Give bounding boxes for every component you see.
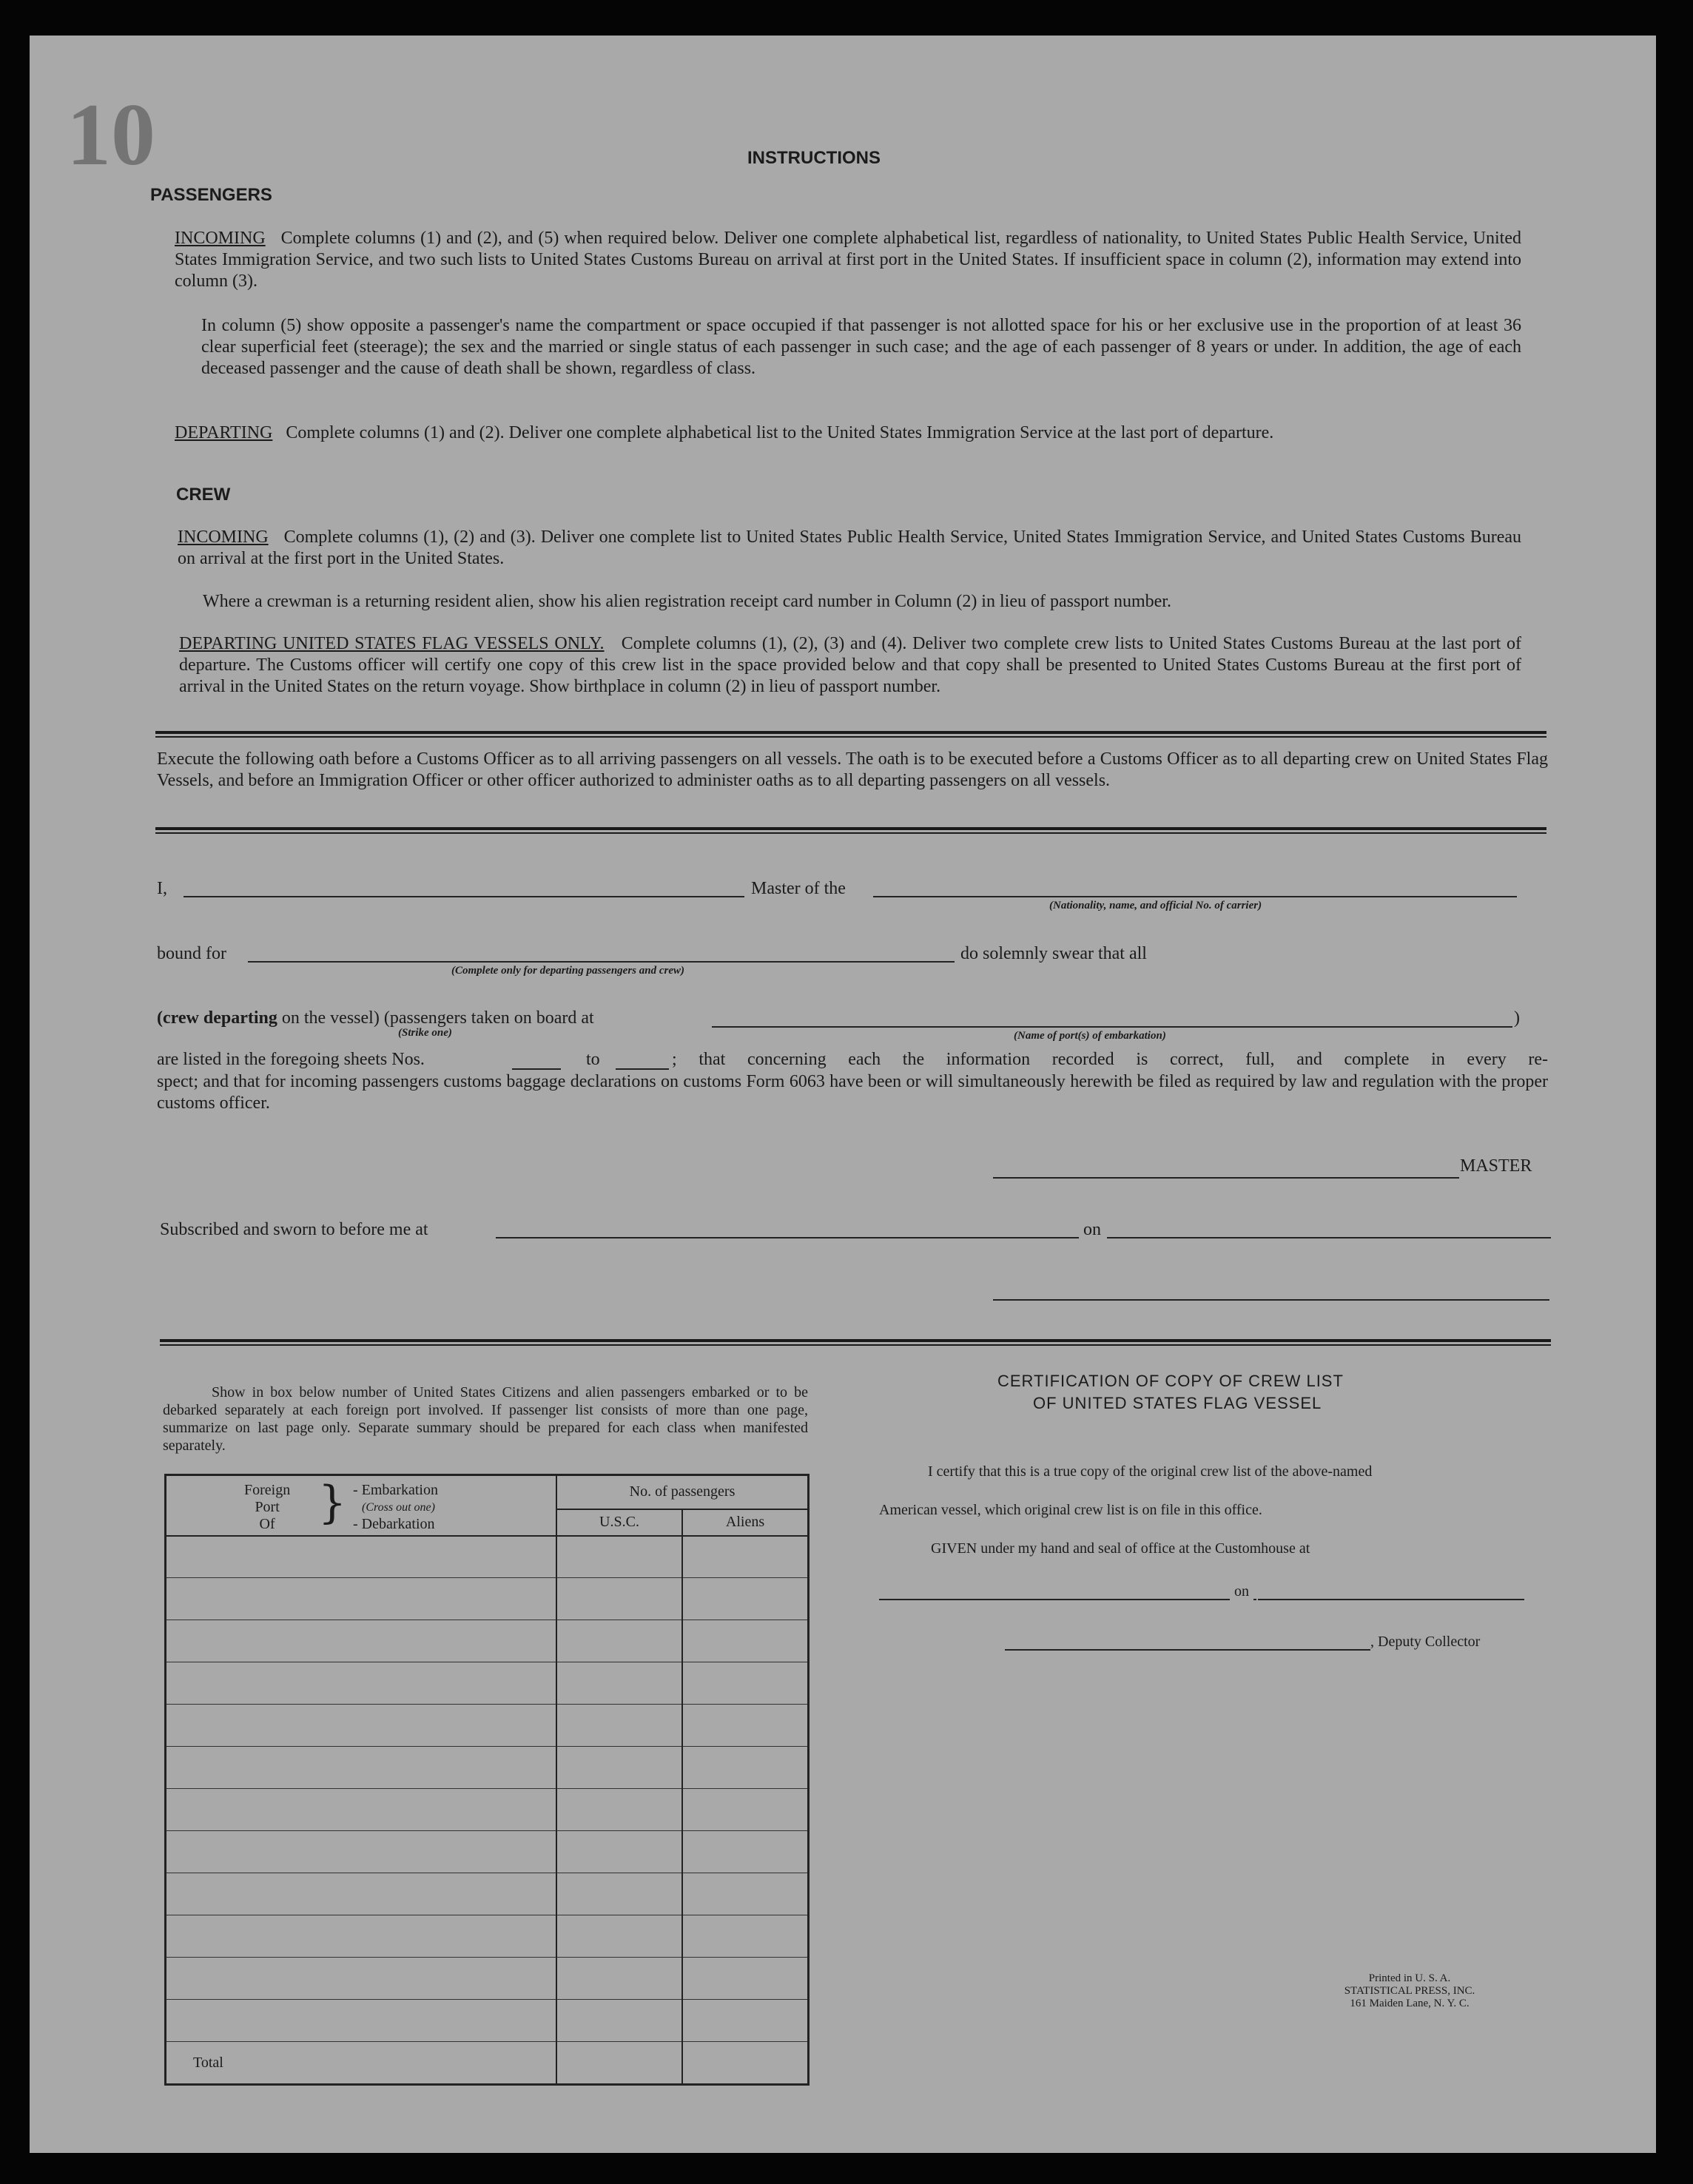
section-divider-1 [155, 731, 1546, 738]
section-divider-2 [155, 827, 1546, 834]
summary-aliens-cell[interactable] [682, 1873, 809, 1915]
sworn-date-field[interactable] [1107, 1237, 1551, 1238]
to-label: to [586, 1050, 600, 1069]
summary-usc-cell[interactable] [556, 1747, 682, 1789]
cert-on-label: on [1230, 1583, 1253, 1600]
embarkation-ports-field[interactable] [712, 1026, 1512, 1028]
certify-line1: I certify that this is a true copy of the original crew list of the above-named [928, 1463, 1373, 1480]
printer-line3: 161 Maiden Lane, N. Y. C. [1350, 1998, 1470, 2009]
summary-port-cell[interactable] [166, 1873, 557, 1915]
summary-row [166, 1915, 809, 1958]
summary-port-cell[interactable] [166, 1578, 557, 1620]
summary-row [166, 1578, 809, 1620]
summary-aliens-cell[interactable] [682, 2000, 809, 2042]
bound-for-field[interactable] [248, 961, 955, 963]
master-label: MASTER [1460, 1156, 1532, 1176]
crew-incoming-text: Complete columns (1), (2) and (3). Deliver one complete list to United States Public Health Service, United States Immigration Service, and United States Customs Bureau on arrival at the first port in the United States. [178, 528, 1522, 568]
customhouse-field[interactable] [879, 1599, 1256, 1600]
instructions-title: INSTRUCTIONS [747, 148, 881, 168]
crew-departing-text: Complete columns (1), (2), (3) and (4). Deliver two complete crew lists to United States Customs Bureau at the last port of departure. The Customs officer will certify one copy of this crew list in the space provided below and that copy shall be presented to United States Customs Bureau at the first port of arrival in the United States on the return voyage. Show birthplace in column (2) in lieu of passport number. [179, 634, 1521, 696]
summary-port-cell[interactable] [166, 1958, 557, 2000]
summary-usc-cell[interactable] [556, 1662, 682, 1705]
summary-instructions: Show in box below number of United States Citizens and alien passengers embarked or to be debarked separately at each foreign port involved. If passenger list consists of more than one page, summarize on last page only. Separate summary should be prepared for each class when manifested separately. [163, 1384, 808, 1454]
sheet-to-field[interactable] [616, 1068, 669, 1070]
debarkation-option[interactable]: - Debarkation [353, 1516, 435, 1532]
deputy-collector-label: , Deputy Collector [1370, 1634, 1481, 1650]
subscribed-label: Subscribed and sworn to before me at [160, 1220, 428, 1239]
close-paren: ) [1514, 1008, 1520, 1028]
summary-port-cell[interactable] [166, 1620, 557, 1662]
summary-usc-cell[interactable] [556, 1958, 682, 2000]
crew-incoming-label: INCOMING [178, 528, 269, 547]
passengers-taken-option[interactable]: (passengers taken on board at [383, 1008, 594, 1028]
certify-line2: American vessel, which original crew list is on file in this office. [879, 1502, 1262, 1518]
summary-aliens-cell[interactable] [682, 1536, 809, 1578]
sheets-line [157, 1049, 1548, 1071]
summary-total-row [166, 2042, 809, 2085]
carrier-caption: (Nationality, name, and official No. of carrier) [1049, 900, 1262, 911]
summary-aliens-cell[interactable] [682, 1747, 809, 1789]
crew-resident-paragraph: Where a crewman is a returning resident alien, show his alien registration receipt card number in Column (2) in lieu of passport number. [203, 592, 1171, 611]
stamp-number: 10 [67, 85, 155, 183]
crew-heading: CREW [176, 485, 231, 505]
summary-row [166, 1747, 809, 1789]
passengers-incoming-text: Complete columns (1) and (2), and (5) when required below. Deliver one complete alphabetical list, regardless of nationality, to United States Public Health Service, United States Immigration Service, and two such lists to United States Customs Bureau on arrival at first port in the United States. If insufficient space in column (2), information may extend into column (3). [175, 229, 1521, 291]
officer-signature-field[interactable] [993, 1299, 1549, 1301]
port-line-port: Port [255, 1499, 280, 1515]
summary-usc-cell[interactable] [556, 1536, 682, 1578]
summary-usc-cell[interactable] [556, 1873, 682, 1915]
summary-aliens-cell[interactable] [682, 1705, 809, 1747]
summary-row [166, 1958, 809, 2000]
certification-title-line1: CERTIFICATION OF COPY OF CREW LIST [997, 1372, 1344, 1390]
summary-port-cell[interactable] [166, 1831, 557, 1873]
given-line: GIVEN under my hand and seal of office at the Customhouse at [931, 1540, 1310, 1557]
printer-line2: STATISTICAL PRESS, INC. [1344, 1985, 1475, 1997]
master-name-field[interactable] [184, 896, 744, 897]
summary-row [166, 1536, 809, 1578]
deputy-signature-field[interactable] [1005, 1649, 1370, 1651]
cross-out-caption: (Cross out one) [362, 1501, 435, 1514]
crew-departing-paragraph [179, 633, 1521, 698]
summary-usc-cell[interactable] [556, 1578, 682, 1620]
summary-usc-cell[interactable] [556, 1789, 682, 1831]
usc-header: U.S.C. [556, 1509, 682, 1536]
aliens-header: Aliens [682, 1509, 809, 1536]
summary-row [166, 2000, 809, 2042]
printer-imprint [1288, 1972, 1532, 2010]
carrier-field[interactable] [873, 896, 1517, 897]
strike-one-caption: (Strike one) [398, 1027, 452, 1039]
passengers-departing-label: DEPARTING [175, 423, 273, 442]
crew-passenger-line [157, 1008, 594, 1029]
summary-port-cell[interactable] [166, 1789, 557, 1831]
crew-departing-label: DEPARTING UNITED STATES FLAG VESSELS ONLY. [179, 634, 605, 653]
passengers-heading: PASSENGERS [150, 185, 272, 205]
summary-port-cell[interactable] [166, 1662, 557, 1705]
summary-port-cell[interactable] [166, 1915, 557, 1958]
port-header-cell [166, 1475, 557, 1536]
summary-port-cell[interactable] [166, 1536, 557, 1578]
certification-title-line2: OF UNITED STATES FLAG VESSEL [1033, 1394, 1322, 1412]
summary-aliens-cell[interactable] [682, 1578, 809, 1620]
no-of-passengers-header: No. of passengers [556, 1475, 809, 1509]
form-page [30, 36, 1656, 2153]
summary-aliens-cell[interactable] [682, 1789, 809, 1831]
after-to-text: ; that concerning each the information recorded is correct, full, and complete in every re- [672, 1050, 1548, 1069]
passenger-summary-table [164, 1474, 810, 2086]
crew-incoming-paragraph [178, 527, 1521, 570]
summary-usc-cell[interactable] [556, 1705, 682, 1747]
crew-departing-option[interactable]: (crew departing [157, 1008, 277, 1028]
summary-row [166, 1831, 809, 1873]
passengers-column5-paragraph: In column (5) show opposite a passenger's name the compartment or space occupied if that passenger is not allotted space for his or her exclusive use in the proportion of at least 36 clear superficial feet (steerage); the sex and the married or single status of each passenger in such case; and the age of each passenger of 8 years or under. In addition, the age of each deceased passenger and the cause of death shall be shown, regardless of class. [201, 316, 1521, 378]
passengers-incoming-paragraph [175, 228, 1521, 292]
summary-usc-cell[interactable] [556, 1620, 682, 1662]
passengers-departing-text: Complete columns (1) and (2). Deliver one complete alphabetical list to the United States Immigration Service at the last port of departure. [286, 423, 1274, 442]
embarkation-ports-caption: (Name of port(s) of embarkation) [1014, 1030, 1166, 1042]
section-divider-3 [160, 1339, 1551, 1346]
sheet-from-field[interactable] [512, 1068, 561, 1070]
summary-row [166, 1662, 809, 1705]
master-signature-field[interactable] [993, 1177, 1459, 1179]
on-the-vessel-text: on the vessel) [281, 1008, 380, 1028]
embarkation-option[interactable]: - Embarkation [353, 1482, 438, 1498]
summary-usc-cell[interactable] [556, 2000, 682, 2042]
summary-row [166, 1873, 809, 1915]
sworn-on-label: on [1083, 1220, 1101, 1239]
listed-rest: spect; and that for incoming passengers customs baggage declarations on customs Form 6063 have been or will simultaneously herewith be filed as required by law and regulation with the proper customs officer. [157, 1072, 1548, 1113]
summary-aliens-cell[interactable] [682, 1831, 809, 1873]
summary-port-cell[interactable] [166, 1705, 557, 1747]
summary-row [166, 1705, 809, 1747]
summary-row [166, 1789, 809, 1831]
summary-aliens-cell[interactable] [682, 1958, 809, 2000]
total-usc-cell[interactable] [556, 2042, 682, 2085]
port-line-foreign: Foreign [244, 1482, 291, 1498]
cert-date-field[interactable] [1258, 1599, 1524, 1600]
total-label: Total [166, 2042, 557, 2085]
printer-line1: Printed in U. S. A. [1368, 1972, 1451, 1984]
passengers-incoming-label: INCOMING [175, 229, 266, 248]
oath-intro: Execute the following oath before a Customs Officer as to all arriving passengers on all vessels. The oath is to be executed before a Customs Officer as to all departing crew on United States Flag Vessels, and before an Immigration Officer or other officer authorized to administer oaths as to all departing passengers on all vessels. [157, 749, 1548, 790]
total-aliens-cell[interactable] [682, 2042, 809, 2085]
master-of-the-label: Master of the [751, 879, 846, 898]
summary-port-cell[interactable] [166, 2000, 557, 2042]
summary-port-cell[interactable] [166, 1747, 557, 1789]
brace-glyph: } [318, 1477, 347, 1529]
listed-text: are listed in the foregoing sheets Nos. [157, 1050, 425, 1069]
summary-aliens-cell[interactable] [682, 1620, 809, 1662]
swear-label: do solemnly swear that all [960, 944, 1147, 963]
summary-row [166, 1620, 809, 1662]
summary-aliens-cell[interactable] [682, 1915, 809, 1958]
bound-for-label: bound for [157, 944, 226, 963]
port-line-of: Of [259, 1516, 275, 1532]
summary-aliens-cell[interactable] [682, 1662, 809, 1705]
sworn-place-field[interactable] [496, 1237, 1079, 1238]
passengers-departing-paragraph [175, 422, 1521, 444]
summary-usc-cell[interactable] [556, 1831, 682, 1873]
summary-usc-cell[interactable] [556, 1915, 682, 1958]
bound-for-caption: (Complete only for departing passengers and crew) [451, 965, 684, 977]
oath-i: I, [157, 879, 167, 898]
